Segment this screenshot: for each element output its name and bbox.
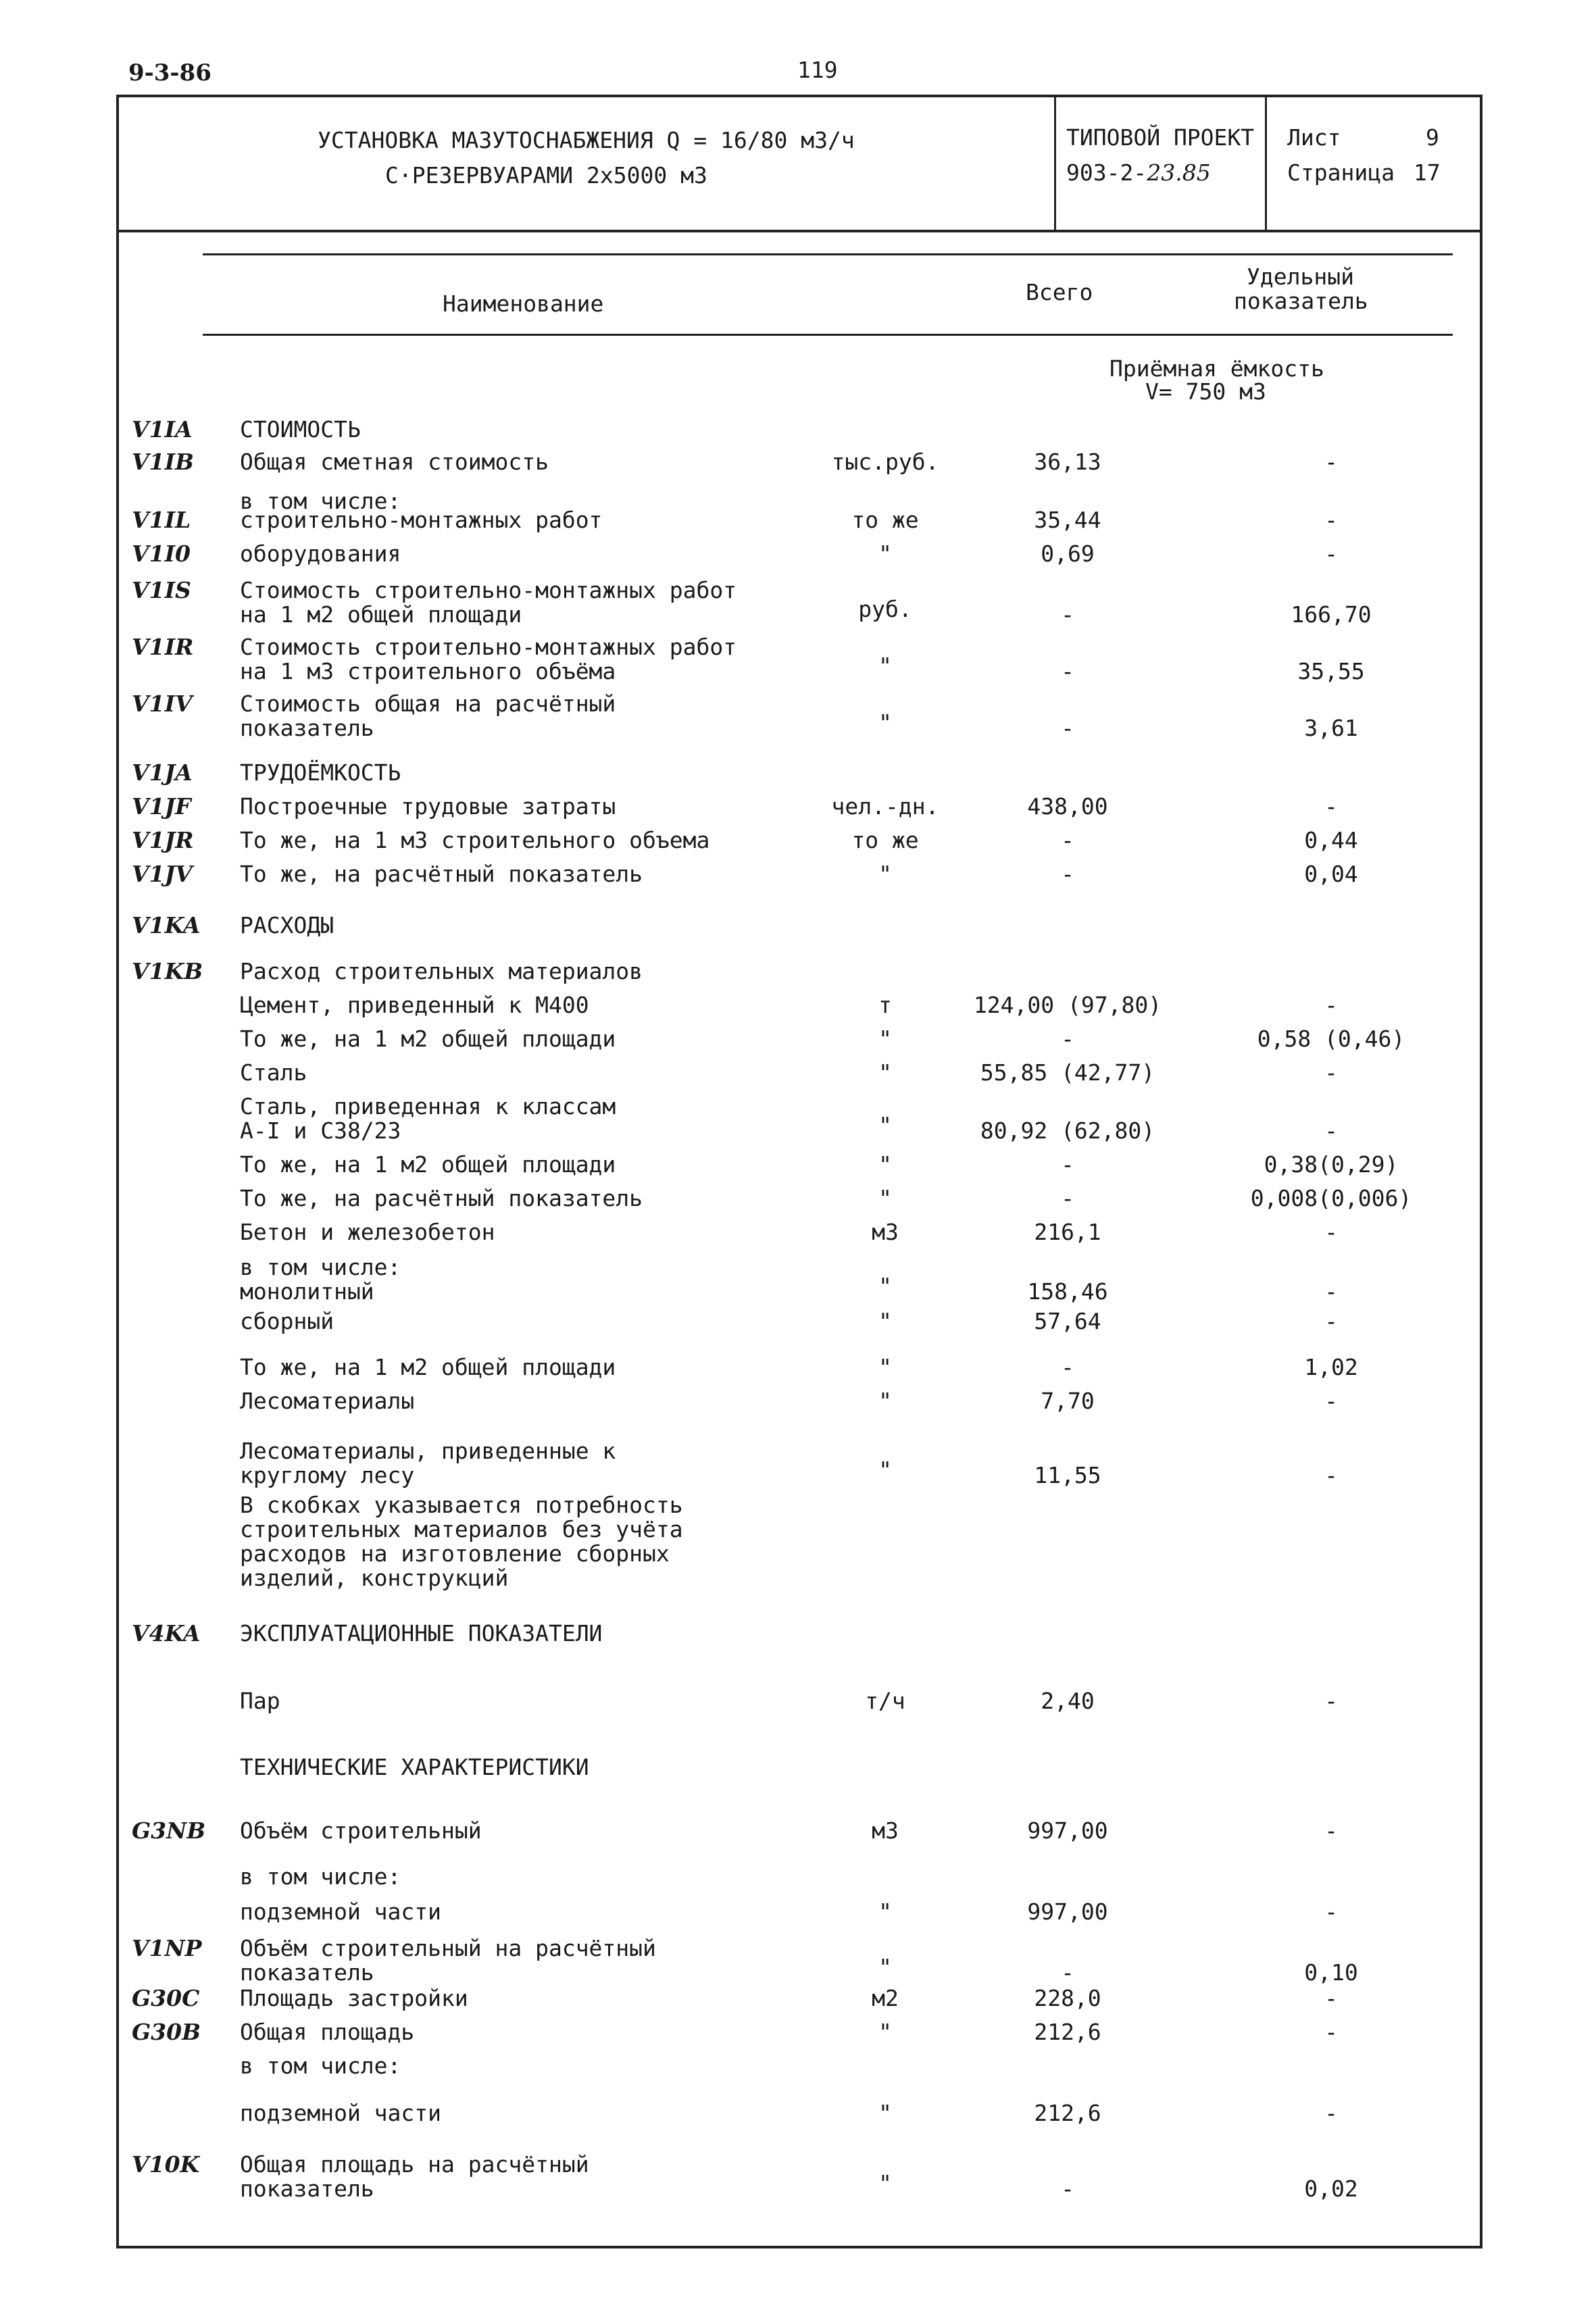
row-unit: " — [878, 1388, 892, 1414]
row-code: V1JV — [132, 861, 193, 887]
row-name: круглому лесу — [240, 1462, 415, 1488]
row-total: 36,13 — [1034, 449, 1101, 475]
row-specific-value: - — [1324, 1308, 1338, 1334]
table-row — [0, 2054, 1596, 2078]
row-total: - — [1061, 1354, 1074, 1380]
table-row — [0, 1355, 1596, 1380]
row-specific-value: 0,10 — [1304, 1959, 1358, 1986]
row-specific-value: - — [1324, 540, 1338, 567]
row-total: - — [1061, 1026, 1074, 1052]
row-specific-value: - — [1324, 449, 1338, 475]
table-row — [0, 1755, 1596, 1780]
document-code: 9-3-86 — [128, 59, 211, 86]
table-row — [0, 1439, 1596, 1488]
row-specific-value: - — [1324, 1688, 1338, 1714]
table-row — [0, 1061, 1596, 1085]
table-row — [0, 2101, 1596, 2126]
row-specific-value: 1,02 — [1304, 1354, 1358, 1380]
table-row — [0, 1819, 1596, 1843]
row-unit: " — [878, 1026, 892, 1052]
subheader-volume: V= 750 м3 — [1145, 378, 1266, 405]
row-total: 124,00 (97,80) — [973, 992, 1162, 1018]
table-row — [0, 508, 1596, 532]
row-name: То же, на расчётный показатель — [240, 861, 643, 887]
row-total: 216,1 — [1034, 1219, 1101, 1245]
row-code: V1IB — [132, 449, 194, 475]
row-name: А-I и С38/23 — [240, 1117, 401, 1144]
page-value: 17 — [1414, 159, 1441, 186]
column-header-specific-2: показатель — [1234, 288, 1368, 314]
table-row — [0, 1309, 1596, 1334]
row-name: Общая сметная стоимость — [240, 449, 549, 475]
table-row — [0, 761, 1596, 785]
row-unit: " — [878, 1273, 892, 1299]
row-specific-value: 0,58 (0,46) — [1257, 1026, 1405, 1052]
row-unit: " — [878, 653, 892, 679]
row-specific-value: - — [1324, 1462, 1338, 1488]
row-name: показатель — [240, 715, 374, 741]
table-row — [0, 1689, 1596, 1713]
row-name: СТОИМОСТЬ — [240, 416, 361, 443]
row-specific-value: - — [1324, 507, 1338, 533]
row-total: - — [1061, 1959, 1074, 1986]
row-specific-value: - — [1324, 992, 1338, 1018]
row-code: G30C — [132, 1985, 200, 2011]
row-name: Стоимость строительно-монтажных работ — [240, 577, 737, 603]
row-total: 11,55 — [1034, 1462, 1101, 1488]
row-unit: " — [878, 2100, 892, 2126]
row-name: строительных материалов без учёта — [240, 1516, 683, 1542]
table-row — [0, 1900, 1596, 1924]
table-row — [0, 542, 1596, 566]
row-name: в том числе: — [240, 1863, 401, 1890]
row-name: То же, на 1 м2 общей площади — [240, 1151, 616, 1178]
project-number — [1066, 161, 1211, 185]
row-total: 997,00 — [1027, 1898, 1108, 1925]
table-row — [0, 913, 1596, 938]
row-name: В скобках указывается потребность — [240, 1492, 683, 1518]
subheader-capacity: Приёмная ёмкость — [1109, 355, 1324, 382]
table-row — [0, 1153, 1596, 1177]
table-row — [0, 1255, 1596, 1304]
row-name: Общая площадь — [240, 2019, 415, 2045]
row-unit: т/ч — [865, 1688, 905, 1714]
row-specific-value: - — [1324, 1278, 1338, 1305]
row-total: - — [1061, 658, 1074, 684]
row-specific-value: - — [1324, 1059, 1338, 1086]
row-name: подземной части — [240, 1898, 442, 1925]
row-unit: " — [878, 1059, 892, 1086]
row-specific-value: - — [1324, 1985, 1338, 2011]
row-name: в том числе: — [240, 1254, 401, 1280]
row-unit: " — [878, 1185, 892, 1211]
row-name: монолитный — [240, 1278, 374, 1305]
row-specific-value: 0,04 — [1304, 861, 1358, 887]
row-name: оборудования — [240, 540, 401, 567]
row-code: V1IV — [132, 690, 193, 717]
row-specific-value: 35,55 — [1297, 658, 1365, 684]
row-total: 997,00 — [1027, 1817, 1108, 1844]
row-total: 35,44 — [1034, 507, 1101, 533]
sheet-label: Лист — [1287, 124, 1341, 151]
row-specific-value: 0,44 — [1304, 827, 1358, 853]
row-specific-value: - — [1324, 1219, 1338, 1245]
row-code: V1JR — [132, 827, 194, 853]
row-name: Лесоматериалы, приведенные к — [240, 1438, 616, 1464]
title-line-1: УСТАНОВКА МАЗУТОСНАБЖЕНИЯ Q = 16/80 м3/ч — [318, 127, 855, 153]
row-name: Объём строительный на расчётный — [240, 1935, 656, 1961]
table-row — [0, 993, 1596, 1017]
table-row — [0, 795, 1596, 819]
row-name: То же, на расчётный показатель — [240, 1185, 643, 1211]
row-specific-value: - — [1324, 1388, 1338, 1414]
table-row — [0, 578, 1596, 627]
table-row — [0, 635, 1596, 684]
row-total: - — [1061, 827, 1074, 853]
row-specific-value: 166,70 — [1291, 601, 1372, 628]
row-name: Лесоматериалы — [240, 1388, 415, 1414]
project-number-printed: 903-2- — [1066, 159, 1147, 186]
row-name: То же, на 1 м2 общей площади — [240, 1354, 616, 1380]
row-name: на 1 м2 общей площади — [240, 601, 522, 628]
page-label: Страница — [1287, 159, 1395, 186]
row-name: Расход строительных материалов — [240, 958, 643, 984]
table-top-rule — [203, 253, 1453, 255]
row-total: - — [1061, 2175, 1074, 2202]
row-unit: " — [878, 861, 892, 887]
row-unit: м3 — [872, 1817, 899, 1844]
table-row — [0, 2153, 1596, 2201]
table-row — [0, 1095, 1596, 1143]
row-specific-value: - — [1324, 1817, 1338, 1844]
row-code: V1KB — [132, 958, 203, 984]
row-name: Стоимость общая на расчётный — [240, 690, 616, 717]
row-name: ЭКСПЛУАТАЦИОННЫЕ ПОКАЗАТЕЛИ — [240, 1620, 603, 1646]
table-row — [0, 1936, 1596, 1985]
row-name: изделий, конструкций — [240, 1565, 509, 1591]
row-total: 57,64 — [1034, 1308, 1101, 1334]
row-total: 2,40 — [1041, 1688, 1095, 1714]
table-row — [0, 450, 1596, 474]
row-unit: то же — [851, 827, 919, 853]
row-total: - — [1061, 1151, 1074, 1178]
row-code: V1I0 — [132, 540, 191, 567]
row-name: Стоимость строительно-монтажных работ — [240, 634, 737, 660]
row-specific-value: - — [1324, 793, 1338, 820]
table-row — [0, 1186, 1596, 1211]
row-code: V1IL — [132, 507, 191, 533]
row-code: V10K — [132, 2151, 200, 2178]
row-code: V4KA — [132, 1620, 201, 1646]
row-specific-value: - — [1324, 1117, 1338, 1144]
row-name: То же, на 1 м2 общей площади — [240, 1026, 616, 1052]
row-name: Общая площадь на расчётный — [240, 2151, 589, 2178]
row-unit: " — [878, 1354, 892, 1380]
table-row — [0, 692, 1596, 740]
row-specific-value: - — [1324, 2019, 1338, 2045]
row-total: 7,70 — [1041, 1388, 1095, 1414]
row-total: 55,85 (42,77) — [980, 1059, 1155, 1086]
row-code: V1IS — [132, 577, 191, 603]
row-total: 228,0 — [1034, 1985, 1101, 2011]
row-name: строительно-монтажных работ — [240, 507, 603, 533]
row-total: 80,92 (62,80) — [980, 1117, 1155, 1144]
table-row — [0, 828, 1596, 853]
project-label: ТИПОВОЙ ПРОЕКТ — [1066, 124, 1255, 151]
row-unit: " — [878, 1954, 892, 1980]
table-row — [0, 1621, 1596, 1646]
row-name: Сталь, приведенная к классам — [240, 1093, 616, 1120]
title-block-bottom-line — [116, 230, 1482, 232]
row-unit: чел.-дн. — [831, 793, 939, 820]
table-row — [0, 1493, 1596, 1590]
title-divider-1 — [1054, 95, 1056, 231]
row-total: - — [1061, 861, 1074, 887]
table-header-rule — [203, 334, 1453, 336]
row-code: G3NB — [132, 1817, 206, 1844]
row-name: То же, на 1 м3 строительного объема — [240, 827, 710, 853]
row-name: ТРУДОЁМКОСТЬ — [240, 759, 401, 786]
row-name: показатель — [240, 1959, 374, 1986]
table-row — [0, 418, 1596, 442]
row-code: V1IA — [132, 416, 193, 443]
row-name: Построечные трудовые затраты — [240, 793, 616, 820]
row-name: расходов на изготовление сборных — [240, 1540, 670, 1567]
row-code: G30B — [132, 2019, 201, 2045]
table-row — [0, 1389, 1596, 1413]
title-divider-2 — [1265, 95, 1267, 231]
row-unit: " — [878, 2170, 892, 2196]
row-unit: " — [878, 1112, 892, 1138]
page-number: 119 — [797, 57, 838, 83]
row-code: V1KA — [132, 912, 201, 938]
row-name: сборный — [240, 1308, 334, 1334]
table-row — [0, 959, 1596, 984]
title-line-2: С·РЕЗЕРВУАРАМИ 2х5000 м3 — [385, 162, 707, 188]
row-code: V1NP — [132, 1935, 202, 1961]
row-unit: то же — [851, 507, 919, 533]
row-unit: " — [878, 1898, 892, 1925]
row-name: Сталь — [240, 1059, 307, 1086]
column-header-specific-1: Удельный — [1247, 263, 1354, 290]
row-name: на 1 м3 строительного объёма — [240, 658, 616, 684]
column-header-name: Наименование — [443, 291, 604, 317]
row-name: Площадь застройки — [240, 1985, 468, 2011]
row-name: Бетон и железобетон — [240, 1219, 495, 1245]
table-row — [0, 1027, 1596, 1051]
row-specific-value: - — [1324, 2100, 1338, 2126]
row-unit: " — [878, 2019, 892, 2045]
project-number-handwritten: 23.85 — [1147, 159, 1211, 186]
row-name: в том числе: — [240, 2053, 401, 2079]
row-code: V1JF — [132, 793, 191, 820]
row-unit: м2 — [872, 1985, 899, 2011]
row-unit: тыс.руб. — [831, 449, 939, 475]
row-name: показатель — [240, 2175, 374, 2202]
sheet-value: 9 — [1426, 124, 1439, 151]
row-name: подземной части — [240, 2100, 442, 2126]
row-code: V1IR — [132, 634, 194, 660]
table-row — [0, 862, 1596, 886]
row-specific-value: 0,02 — [1304, 2175, 1358, 2202]
row-name: Пар — [240, 1688, 280, 1714]
row-total: 438,00 — [1027, 793, 1108, 820]
row-name: Цемент, приведенный к М400 — [240, 992, 589, 1018]
row-unit: " — [878, 709, 892, 736]
row-total: 0,69 — [1041, 540, 1095, 567]
row-unit: м3 — [872, 1219, 899, 1245]
row-total: 212,6 — [1034, 2019, 1101, 2045]
row-name: в том числе: — [240, 488, 401, 514]
row-specific-value: 0,38(0,29) — [1264, 1151, 1399, 1178]
row-total: - — [1061, 1185, 1074, 1211]
row-total: - — [1061, 601, 1074, 628]
row-name: ТЕХНИЧЕСКИЕ ХАРАКТЕРИСТИКИ — [240, 1754, 589, 1780]
row-unit: " — [878, 1308, 892, 1334]
row-code: V1JA — [132, 759, 193, 786]
row-name: Объём строительный — [240, 1817, 482, 1844]
row-unit: т — [878, 992, 892, 1018]
row-unit: " — [878, 540, 892, 567]
row-total: 212,6 — [1034, 2100, 1101, 2126]
row-specific-value: 0,008(0,006) — [1250, 1185, 1412, 1211]
row-unit: " — [878, 1151, 892, 1178]
row-unit: руб. — [858, 596, 912, 622]
row-name: РАСХОДЫ — [240, 912, 334, 938]
table-row — [0, 1986, 1596, 2011]
table-row — [0, 1220, 1596, 1244]
row-total: - — [1061, 715, 1074, 741]
row-specific-value: 3,61 — [1304, 715, 1358, 741]
row-unit: " — [878, 1457, 892, 1483]
column-header-total: Всего — [1026, 279, 1093, 305]
row-total: 158,46 — [1027, 1278, 1108, 1305]
table-row — [0, 1865, 1596, 1889]
table-row — [0, 2020, 1596, 2044]
row-specific-value: - — [1324, 1898, 1338, 1925]
